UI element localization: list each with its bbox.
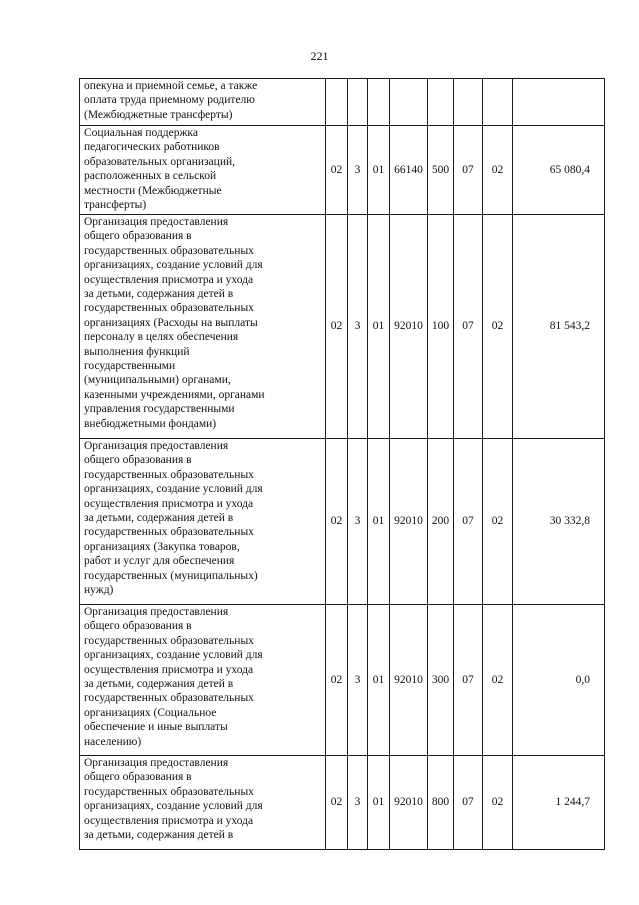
program-code: 02 [326, 605, 348, 756]
table-row [80, 605, 605, 756]
expense-type-code: 500 [428, 126, 454, 215]
amount-value: 1 244,7 [513, 756, 605, 850]
subprogram-code: 3 [348, 215, 368, 439]
row-description: Организация предоставления общего образования в государственных образовательных организациях, создание условий для осуществления присмотра и ухода за детьми, содержания детей в государственных образовательных организациях (Закупка товаров, работ и услуг для обеспечения государственных (муниципальных) нужд) [80, 439, 326, 605]
subsection-code: 02 [483, 126, 513, 215]
program-code: 02 [326, 756, 348, 850]
row-description: Организация предоставления общего образования в государственных образовательных организациях, создание условий для осуществления присмотра и ухода за детьми, содержания детей в [80, 756, 326, 850]
subsection-code: 02 [483, 439, 513, 605]
row-description: опекуна и приемной семье, а также оплата труда приемному родителю (Межбюджетные трансферты) [80, 79, 326, 126]
main-event-code: 01 [368, 215, 390, 439]
subsection-code [483, 79, 513, 126]
subprogram-code: 3 [348, 439, 368, 605]
subprogram-code: 3 [348, 756, 368, 850]
expense-type-code: 200 [428, 439, 454, 605]
section-code: 07 [454, 439, 483, 605]
main-event-code: 01 [368, 756, 390, 850]
row-description: Организация предоставления общего образования в государственных образовательных организациях, создание условий для осуществления присмотра и ухода за детьми, содержания детей в государственных образовательных организациях (Социальное обеспечение и иные выплаты населению) [80, 605, 326, 756]
table-row [80, 215, 605, 439]
row-description: Социальная поддержка педагогических работников образовательных организаций, расположенных в сельской местности (Межбюджетные трансферты) [80, 126, 326, 215]
amount-value: 0,0 [513, 605, 605, 756]
direction-code [390, 79, 428, 126]
amount-value [513, 79, 605, 126]
direction-code: 92010 [390, 439, 428, 605]
section-code: 07 [454, 126, 483, 215]
program-code: 02 [326, 215, 348, 439]
subsection-code: 02 [483, 605, 513, 756]
expense-type-code: 800 [428, 756, 454, 850]
program-code [326, 79, 348, 126]
subsection-code: 02 [483, 756, 513, 850]
subprogram-code [348, 79, 368, 126]
table-row [80, 756, 605, 850]
table-row [80, 126, 605, 215]
page-number: 221 [310, 49, 329, 63]
table-row [80, 79, 605, 126]
direction-code: 92010 [390, 605, 428, 756]
row-description: Организация предоставления общего образования в государственных образовательных организациях, создание условий для осуществления присмотра и ухода за детьми, содержания детей в государственных образовательных организациях (Расходы на выплаты персоналу в целях обеспечения выполнения функций государственными (муниципальными) органами, казенными учреждениями, органами управления государственными внебюджетными фондами) [80, 215, 326, 439]
direction-code: 92010 [390, 756, 428, 850]
main-event-code: 01 [368, 126, 390, 215]
amount-value: 65 080,4 [513, 126, 605, 215]
program-code: 02 [326, 439, 348, 605]
main-event-code: 01 [368, 605, 390, 756]
amount-value: 30 332,8 [513, 439, 605, 605]
expense-type-code: 100 [428, 215, 454, 439]
program-code: 02 [326, 126, 348, 215]
expense-type-code: 300 [428, 605, 454, 756]
main-event-code [368, 79, 390, 126]
subprogram-code: 3 [348, 605, 368, 756]
expense-type-code [428, 79, 454, 126]
section-code: 07 [454, 605, 483, 756]
subsection-code: 02 [483, 215, 513, 439]
subprogram-code: 3 [348, 126, 368, 215]
amount-value: 81 543,2 [513, 215, 605, 439]
direction-code: 92010 [390, 215, 428, 439]
budget-table [79, 78, 605, 850]
main-event-code: 01 [368, 439, 390, 605]
section-code: 07 [454, 756, 483, 850]
table-row [80, 439, 605, 605]
direction-code: 66140 [390, 126, 428, 215]
section-code [454, 79, 483, 126]
section-code: 07 [454, 215, 483, 439]
